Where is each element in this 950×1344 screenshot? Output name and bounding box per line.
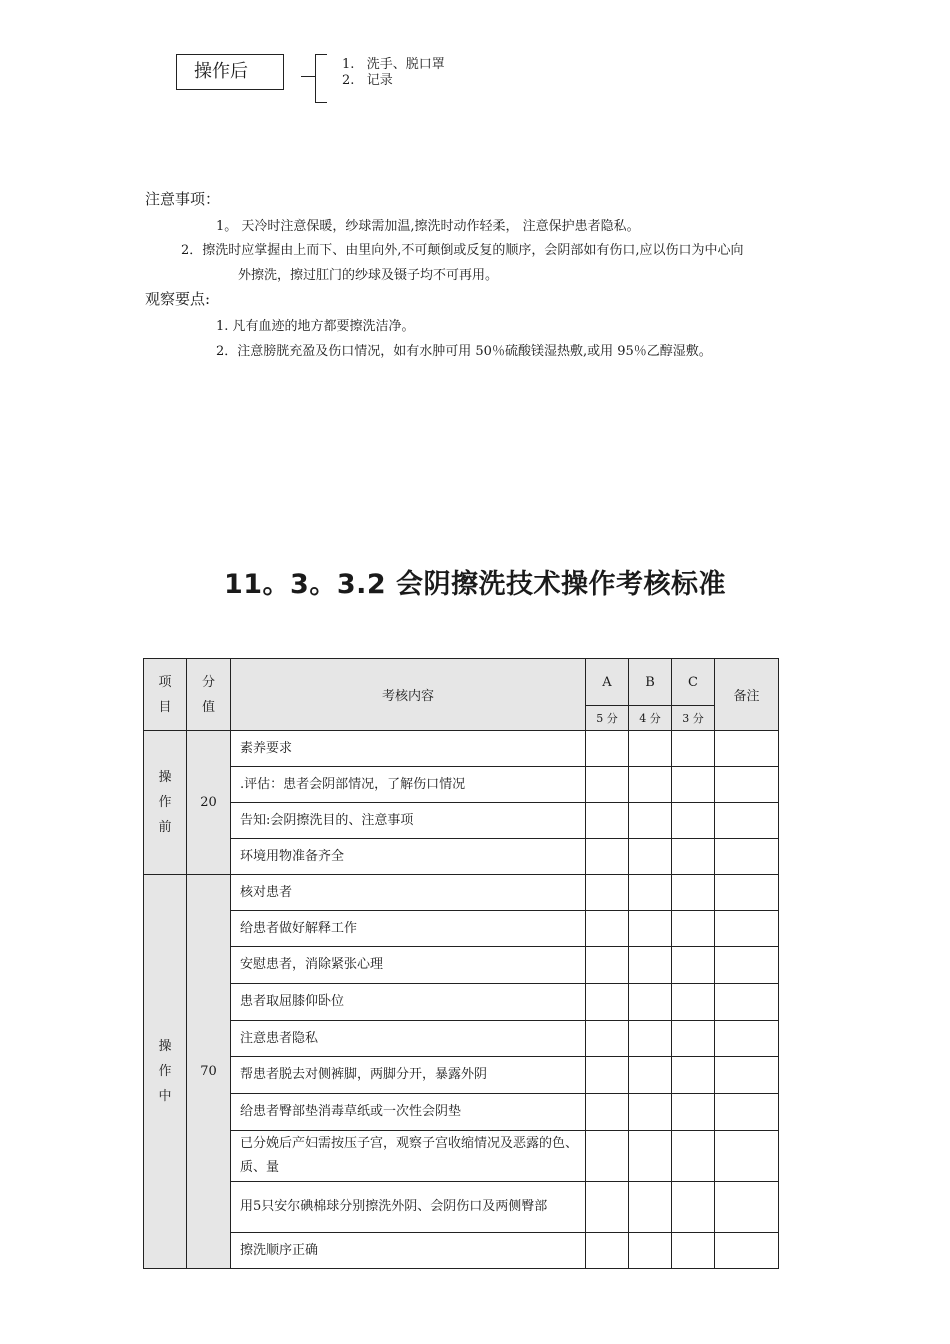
table-row xyxy=(144,1182,779,1233)
grade-a-cell[interactable] xyxy=(586,803,629,839)
criterion-text: 环境用物准备齐全 xyxy=(231,839,586,875)
criterion-text: 告知:会阴擦洗目的、注意事项 xyxy=(231,803,586,839)
flow-step-box-label: 操作后 xyxy=(194,61,248,82)
grade-b-cell[interactable] xyxy=(629,1057,672,1094)
grade-c-cell[interactable] xyxy=(672,731,715,767)
grade-a-cell[interactable] xyxy=(586,947,629,984)
grade-b-cell[interactable] xyxy=(629,875,672,911)
observe-heading: 观察要点: xyxy=(145,290,211,308)
grade-a-cell[interactable] xyxy=(586,1094,629,1131)
bracket-spine xyxy=(315,54,316,103)
grade-a-cell[interactable] xyxy=(586,767,629,803)
grade-a-cell[interactable] xyxy=(586,911,629,947)
grade-b-cell[interactable] xyxy=(629,839,672,875)
header-grade-a-points: 5 分 xyxy=(586,706,629,731)
grade-c-cell[interactable] xyxy=(672,767,715,803)
table-row xyxy=(144,1131,779,1182)
criterion-text: .评估：患者会阴部情况，了解伤口情况 xyxy=(231,767,586,803)
bracket-bottom-arm xyxy=(315,102,327,103)
grade-b-cell[interactable] xyxy=(629,1094,672,1131)
header-content: 考核内容 xyxy=(231,659,586,731)
table-row xyxy=(144,911,779,947)
grade-b-cell[interactable] xyxy=(629,1131,672,1182)
remark-cell[interactable] xyxy=(715,1021,779,1057)
criterion-text: 已分娩后产妇需按压子宫，观察子宫收缩情况及恶露的色、质、量 xyxy=(231,1131,586,1182)
criterion-text: 帮患者脱去对侧裤脚，两脚分开，暴露外阴 xyxy=(231,1057,586,1094)
table-row xyxy=(144,1021,779,1057)
remark-cell[interactable] xyxy=(715,1131,779,1182)
grade-a-cell[interactable] xyxy=(586,1131,629,1182)
grade-c-cell[interactable] xyxy=(672,1233,715,1269)
criterion-text: 素养要求 xyxy=(231,731,586,767)
remark-cell[interactable] xyxy=(715,875,779,911)
header-grade-b: B xyxy=(629,659,672,706)
grade-a-cell[interactable] xyxy=(586,1233,629,1269)
table-row xyxy=(144,1233,779,1269)
criterion-text: 患者取屈膝仰卧位 xyxy=(231,984,586,1021)
section-name: 操 作 前 xyxy=(144,731,187,875)
grade-b-cell[interactable] xyxy=(629,1182,672,1233)
header-grade-a: A xyxy=(586,659,629,706)
bracket-stem xyxy=(301,76,316,77)
criterion-text: 核对患者 xyxy=(231,875,586,911)
remark-cell[interactable] xyxy=(715,947,779,984)
flow-step-box xyxy=(176,54,284,90)
notes-item-2-line1: 2．擦洗时应掌握由上而下、由里向外,不可颠倒或反复的顺序，会阴部如有伤口,应以伤口为中心向 xyxy=(181,243,744,258)
grade-b-cell[interactable] xyxy=(629,911,672,947)
criterion-text: 用5只安尔碘棉球分别擦洗外阴、会阴伤口及两侧臀部 xyxy=(231,1182,586,1233)
grade-c-cell[interactable] xyxy=(672,1182,715,1233)
grade-a-cell[interactable] xyxy=(586,731,629,767)
remark-cell[interactable] xyxy=(715,1182,779,1233)
section-score: 70 xyxy=(187,875,231,1269)
header-score: 分 值 xyxy=(187,659,231,731)
grade-b-cell[interactable] xyxy=(629,984,672,1021)
page-title: 11。3。3.2 会阴擦洗技术操作考核标准 xyxy=(223,569,727,600)
table-row xyxy=(144,1057,779,1094)
criterion-text: 注意患者隐私 xyxy=(231,1021,586,1057)
grade-b-cell[interactable] xyxy=(629,731,672,767)
header-remark: 备注 xyxy=(715,659,779,731)
observe-item-1: 1. 凡有血迹的地方都要擦洗洁净。 xyxy=(216,319,415,334)
remark-cell[interactable] xyxy=(715,731,779,767)
table-row xyxy=(144,731,779,767)
grade-c-cell[interactable] xyxy=(672,803,715,839)
remark-cell[interactable] xyxy=(715,984,779,1021)
table-row xyxy=(144,839,779,875)
notes-item-2-line2: 外擦洗，擦过肛门的纱球及镊子均不可再用。 xyxy=(238,268,499,283)
assessment-table xyxy=(143,658,779,1269)
table-row xyxy=(144,947,779,984)
grade-a-cell[interactable] xyxy=(586,984,629,1021)
header-item: 项 目 xyxy=(144,659,187,731)
remark-cell[interactable] xyxy=(715,1233,779,1269)
section-score: 20 xyxy=(187,731,231,875)
table-row xyxy=(144,767,779,803)
criterion-text: 给患者臀部垫消毒草纸或一次性会阴垫 xyxy=(231,1094,586,1131)
grade-c-cell[interactable] xyxy=(672,839,715,875)
grade-b-cell[interactable] xyxy=(629,767,672,803)
grade-c-cell[interactable] xyxy=(672,1131,715,1182)
remark-cell[interactable] xyxy=(715,767,779,803)
table-row xyxy=(144,803,779,839)
grade-c-cell[interactable] xyxy=(672,1057,715,1094)
grade-a-cell[interactable] xyxy=(586,875,629,911)
grade-b-cell[interactable] xyxy=(629,1233,672,1269)
flow-step-2: 2. 记录 xyxy=(342,73,393,88)
grade-c-cell[interactable] xyxy=(672,947,715,984)
header-grade-b-points: 4 分 xyxy=(629,706,672,731)
flow-step-1: 1. 洗手、脱口罩 xyxy=(342,57,445,72)
grade-a-cell[interactable] xyxy=(586,1057,629,1094)
grade-c-cell[interactable] xyxy=(672,1094,715,1131)
grade-b-cell[interactable] xyxy=(629,1021,672,1057)
table-row xyxy=(144,984,779,1021)
grade-c-cell[interactable] xyxy=(672,1021,715,1057)
bracket-top-arm xyxy=(315,54,327,55)
observe-item-2: 2．注意膀胱充盈及伤口情况，如有水肿可用 50％硫酸镁湿热敷,或用 95％乙醇湿敷。 xyxy=(216,344,712,359)
grade-c-cell[interactable] xyxy=(672,984,715,1021)
header-grade-c: C xyxy=(672,659,715,706)
remark-cell[interactable] xyxy=(715,1094,779,1131)
table-row xyxy=(144,875,779,911)
notes-item-1: 1。 天冷时注意保暖，纱球需加温,擦洗时动作轻柔， 注意保护患者隐私。 xyxy=(216,219,640,234)
criterion-text: 擦洗顺序正确 xyxy=(231,1233,586,1269)
criterion-text: 给患者做好解释工作 xyxy=(231,911,586,947)
criterion-text: 安慰患者，消除紧张心理 xyxy=(231,947,586,984)
grade-b-cell[interactable] xyxy=(629,803,672,839)
grade-c-cell[interactable] xyxy=(672,875,715,911)
grade-a-cell[interactable] xyxy=(586,839,629,875)
remark-cell[interactable] xyxy=(715,839,779,875)
header-grade-c-points: 3 分 xyxy=(672,706,715,731)
grade-c-cell[interactable] xyxy=(672,911,715,947)
remark-cell[interactable] xyxy=(715,911,779,947)
remark-cell[interactable] xyxy=(715,1057,779,1094)
table-row xyxy=(144,1094,779,1131)
section-name: 操 作 中 xyxy=(144,875,187,1269)
remark-cell[interactable] xyxy=(715,803,779,839)
grade-a-cell[interactable] xyxy=(586,1021,629,1057)
grade-a-cell[interactable] xyxy=(586,1182,629,1233)
grade-b-cell[interactable] xyxy=(629,947,672,984)
notes-heading: 注意事项： xyxy=(145,190,221,208)
